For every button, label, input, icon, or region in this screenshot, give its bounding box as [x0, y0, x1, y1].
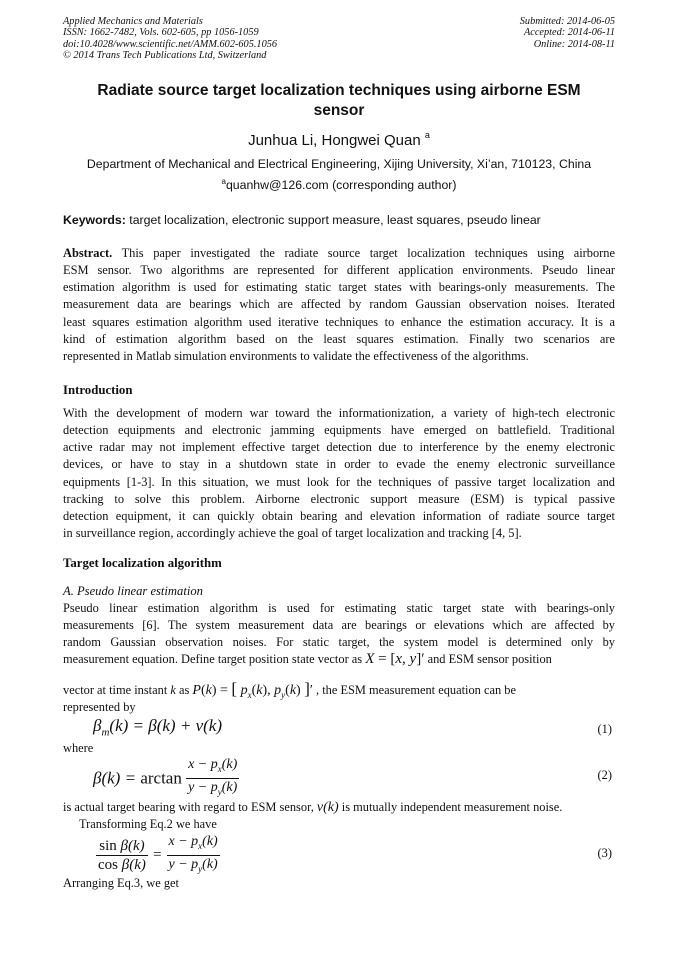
section-heading: Target localization algorithm [63, 556, 222, 570]
paper-authors: Junhua Li, Hongwei Quan $^a$ [248, 130, 430, 149]
journal-name: Applied Mechanics and Materials [63, 16, 203, 27]
arranging-text: Arranging Eq.3, we get [63, 876, 179, 890]
submission-dates [520, 16, 615, 50]
abstract: Abstract. This paper investigated the radiate source target localization techniques using airborne ESM sensor. Two algorithms are represented for different application environments. Pseudo linear estimation algorithm is used for estimating static target states with bearings-only measurements. The measurement data are bearings which are affected by random Gaussian observation noises. Iterated least squares estimation algorithm used iterative techniques to enhance the estimation accuracy. It is a kind of estimation algorithm based on the least squares estimation. Finally two scenarios are represented in Matlab simulation environments to validate the effectiveness of the algorithms. [63, 246, 615, 363]
transform-text: Transforming Eq.2 we have [79, 817, 217, 831]
section-body-line4: measurement equation. Define target position state vector as X = [x, y]′ and ESM sensor position [63, 651, 552, 667]
keywords-text: target localization, electronic support measure, least squares, pseudo linear [125, 213, 541, 227]
state-vector-math: X = [x, y]′ [365, 651, 425, 667]
section-body-line6: represented by [63, 700, 136, 714]
equation-1: $\beta_m(k) = \beta(k) + v(k)$ [93, 716, 222, 739]
author-email: $^a$quanhw@126.com (corresponding author) [221, 177, 457, 192]
equation-3-number: (3) [597, 846, 612, 860]
author-affiliation: Department of Mechanical and Electrical Engineering, Xijing University, Xi’an, 710123, China [86, 157, 592, 171]
journal-info [63, 16, 277, 61]
after-eq2-text: is actual target bearing with regard to ESM sensor, v(k) is mutually independent measurement noise. [63, 800, 563, 815]
keywords-label: Keywords: [63, 213, 126, 227]
section-body: Pseudo linear estimation algorithm is used for estimating static target state with bearings-only measurements [6]. The system measurement data are bearings or elevations which are affected by random Gaussian observation noises. For static target, the system model is determined only by [63, 601, 615, 650]
introduction-heading: Introduction [63, 383, 133, 397]
paper-title: Radiate source target localization techniques using airborne ESM sensor [97, 82, 581, 119]
accepted-date: Accepted: 2014-06-11 [523, 27, 615, 39]
introduction-body: With the development of modern war toward the informationization, a variety of high-tech electronic detection equipments and electronic jamming equipments have emerged on battlefield. Traditional active radar may not implement effective target detection due to interference by the enemy electronic devices, or have to stay in a shutdown state in order to evade the enemy electronic surveillance equipments [1-3]. In this situation, we must look for the techniques of passive target localization and tracking to solve this problem. Airborne electronic support measure (ESM) is typical passive detection equipment, it can quickly obtain bearing and elevation information of radiate source target in surveillance region, accordingly achieve the goal of target localization and tracking [4, 5]. [63, 406, 615, 541]
journal-doi: doi:10.4028/www.scientific.net/AMM.602-605.1056 [63, 38, 278, 50]
section-body-line5: vector at time instant k as P(k) = [ $p_x(k)$, $p_y(k)$ ]′ , the ESM measurement equation can be [63, 679, 516, 700]
where-text: where [63, 741, 94, 755]
equation-2-number: (2) [597, 768, 612, 782]
online-date: Online: 2014-08-11 [533, 38, 615, 50]
equation-1-number: (1) [597, 722, 612, 736]
equation-2: β(k) = arctan $\frac{x - p_x(k)}{y - p_y(k)}$ [93, 757, 238, 797]
journal-copyright: © 2014 Trans Tech Publications Ltd, Switzerland [63, 49, 267, 61]
journal-issn: ISSN: 1662-7482, Vols. 602-605, pp 1056-1059 [63, 27, 259, 39]
position-vector-math: P(k) = [ $p_x(k)$, $p_y(k)$ ]′ [192, 679, 313, 700]
subsection-heading: A. Pseudo linear estimation [63, 584, 203, 598]
submitted-date: Submitted: 2014-06-05 [519, 16, 615, 27]
equation-3: $\frac{\text{sin β(k)}}{\text{cos β(k)}}$ = $\frac{x - p_x(k)}{y - p_y(k)}$ [98, 834, 218, 874]
abstract-label: Abstract. [63, 246, 113, 260]
keywords [63, 213, 615, 227]
